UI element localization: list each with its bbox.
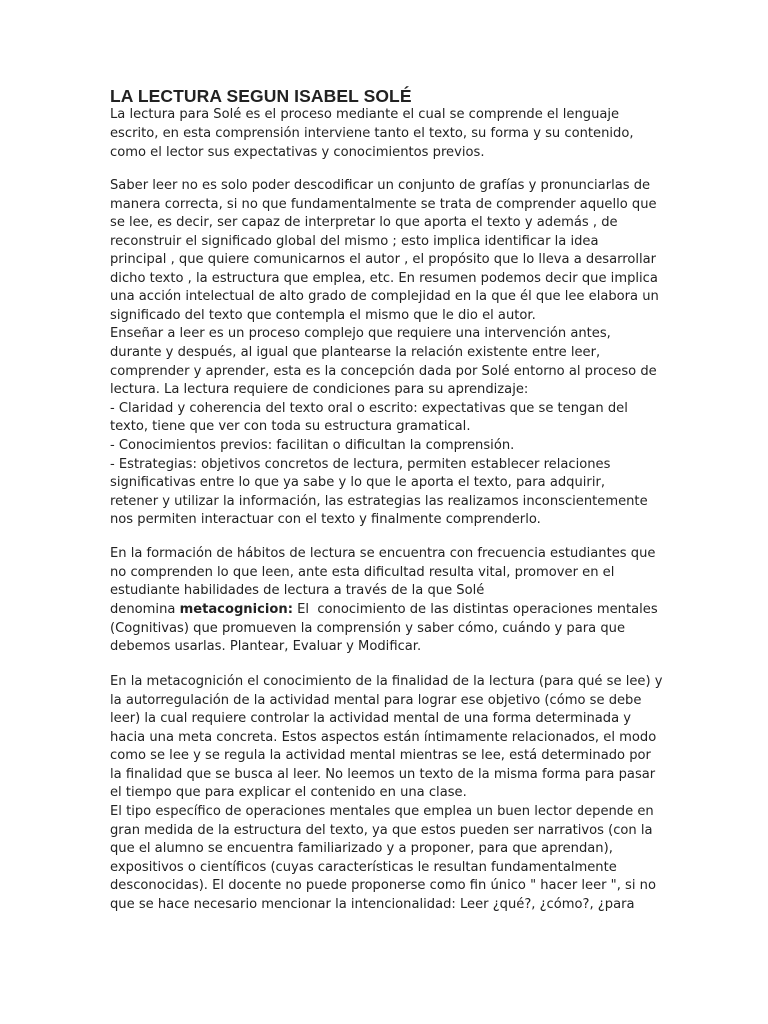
text-line: En la metacognición el conocimiento de la finalidad de la lectura (para qué se lee) y	[110, 674, 663, 689]
text-line: la finalidad que se busca al leer. No leemos un texto de la misma forma para pasar	[110, 767, 656, 782]
text-line: Enseñar a leer es un proceso complejo que requiere una intervención antes,	[110, 326, 611, 341]
text-line: principal , que quiere comunicarnos el autor , el propósito que lo lleva a desarrollar	[110, 252, 657, 267]
text-line: que se hace necesario mencionar la intencionalidad: Leer ¿qué?, ¿cómo?, ¿para	[110, 897, 635, 912]
text-line: no comprenden lo que leen, ante esta dificultad resulta vital, promover en el	[110, 565, 615, 580]
text-line: - Conocimientos previos: facilitan o dificultan la comprensión.	[110, 438, 515, 453]
text-fragment: El conocimiento de las distintas operaciones mentales	[292, 602, 658, 617]
text-line: expositivos o científicos (cuyas características le resultan fundamentalmente	[110, 860, 617, 875]
text-line: dicho texto , la estructura que emplea, etc. En resumen podemos decir que implica	[110, 271, 658, 286]
page-title: LA LECTURA SEGUN ISABEL SOLÉ	[110, 86, 412, 106]
text-line: la autorregulación de la actividad mental para lograr ese objetivo (cómo se debe	[110, 693, 642, 708]
text-line: estudiante habilidades de lectura a través de la que Solé	[110, 583, 485, 598]
text-line: significativas entre lo que ya sabe y lo que le aporta el texto, para adquirir,	[110, 475, 605, 490]
text-line: hacia una meta concreta. Estos aspectos están íntimamente relacionados, el modo	[110, 730, 657, 745]
text-line: reconstruir el significado global del mismo ; esto implica identificar la idea	[110, 234, 599, 249]
text-fragment: denomina	[110, 602, 180, 617]
text-line: Saber leer no es solo poder descodificar un conjunto de grafías y pronunciarlas de	[110, 178, 651, 193]
text-line: se lee, es decir, ser capaz de interpretar lo que aporta el texto y además , de	[110, 215, 618, 230]
text-line: escrito, en esta comprensión interviene tanto el texto, su forma y su contenido,	[110, 126, 634, 141]
text-line: debemos usarlas. Plantear, Evaluar y Modificar.	[110, 639, 422, 654]
text-line: gran medida de la estructura del texto, ya que estos pueden ser narrativos (con la	[110, 823, 653, 838]
text-line: El tipo específico de operaciones mentales que emplea un buen lector depende en	[110, 804, 654, 819]
text-line: La lectura para Solé es el proceso mediante el cual se comprende el lenguaje	[110, 107, 620, 122]
text-line: que el alumno se encuentra familiarizado y a proponer, para que aprendan),	[110, 841, 613, 856]
text-line: En la formación de hábitos de lectura se encuentra con frecuencia estudiantes que	[110, 546, 656, 561]
text-line: - Claridad y coherencia del texto oral o escrito: expectativas que se tengan del	[110, 401, 628, 416]
text-line: retener y utilizar la información, las estrategias las realizamos inconscientemente	[110, 494, 648, 509]
text-line: desconocidas). El docente no puede proponerse como fin único " hacer leer ", si no	[110, 878, 656, 893]
text-line: comprender y aprender, esta es la concepción dada por Solé entorno al proceso de	[110, 364, 657, 379]
text-line: nos permiten interactuar con el texto y finalmente comprenderlo.	[110, 512, 541, 527]
text-line: manera correcta, si no que fundamentalmente se trata de comprender aquello que	[110, 197, 657, 212]
text-line: como el lector sus expectativas y conocimientos previos.	[110, 145, 485, 160]
text-line: (Cognitivas) que promueven la comprensión y saber cómo, cuándo y para que	[110, 621, 626, 636]
text-line: durante y después, al igual que plantearse la relación existente entre leer,	[110, 345, 601, 360]
text-line: como se lee y se regula la actividad mental mientras se lee, está determinado por	[110, 748, 651, 763]
text-line: el tiempo que para explicar el contenido en una clase.	[110, 785, 467, 800]
metacognicion-term: metacognicion:	[179, 602, 293, 617]
text-line: - Estrategias: objetivos concretos de lectura, permiten establecer relaciones	[110, 457, 611, 472]
text-line: lectura. La lectura requiere de condiciones para su aprendizaje:	[110, 382, 529, 397]
text-line: texto, tiene que ver con toda su estructura gramatical.	[110, 419, 471, 434]
text-line: significado del texto que contempla el mismo que le dio el autor.	[110, 308, 536, 323]
text-line-denomina	[110, 601, 658, 619]
text-line: una acción intelectual de alto grado de complejidad en la que él que lee elabora un	[110, 289, 659, 304]
text-line: leer) la cual requiere controlar la actividad mental de una forma determinada y	[110, 711, 632, 726]
